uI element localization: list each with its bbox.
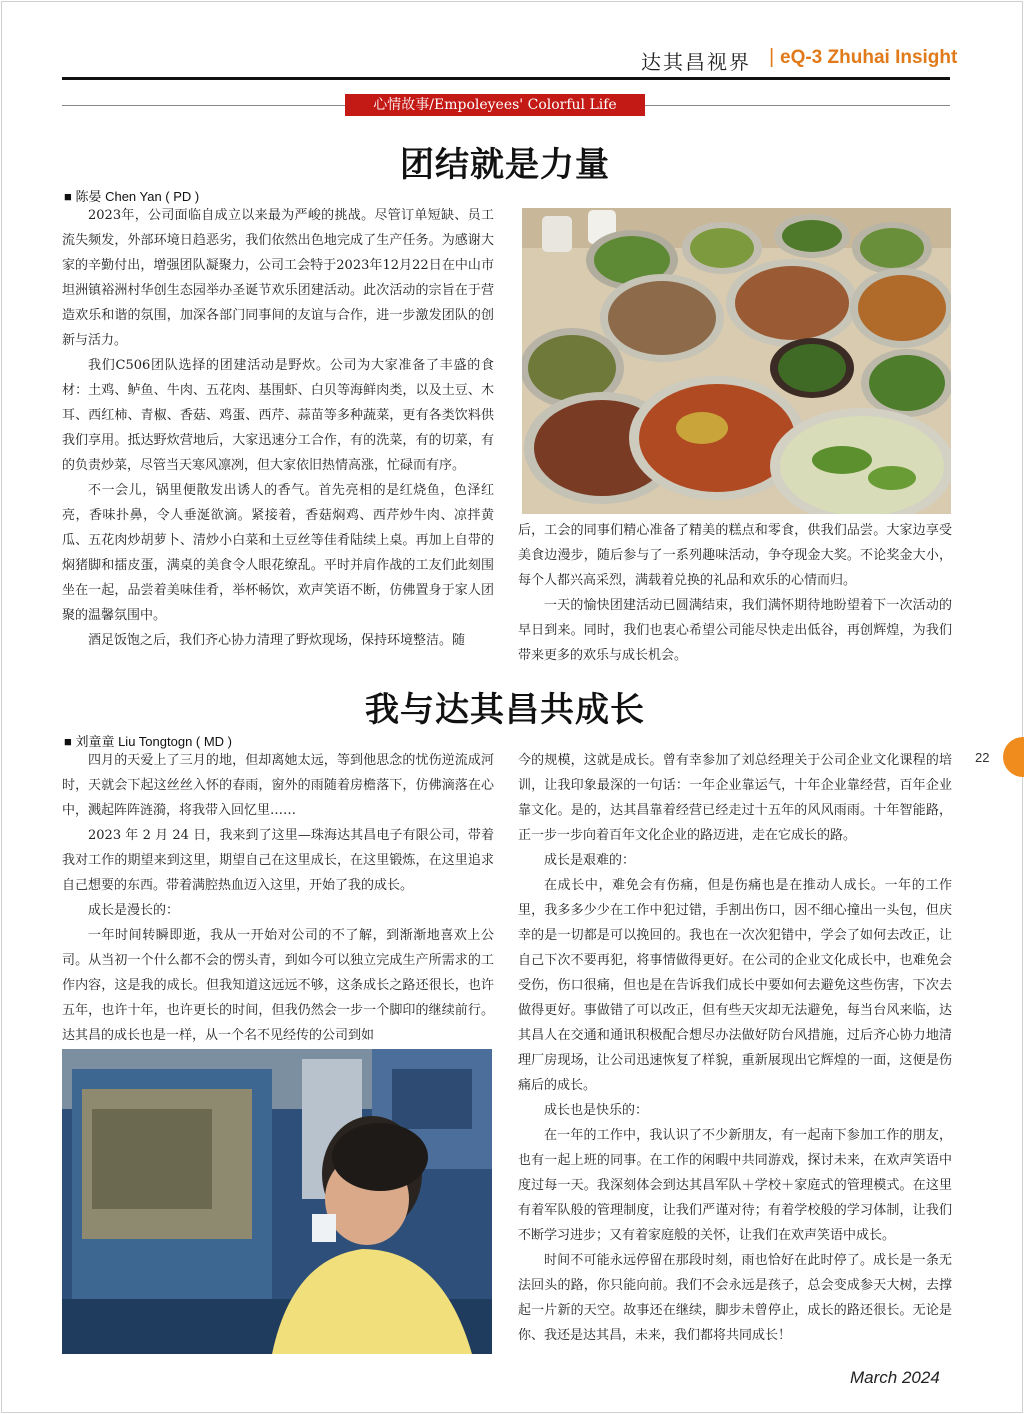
article2-factory-photo: [62, 1049, 492, 1354]
paragraph: 一天的愉快团建活动已圆满结束，我们满怀期待地盼望着下一次活动的早日到来。同时，我们也衷心希望公司能尽快走出低谷，再创辉煌，为我们带来更多的欢乐与成长机会。: [518, 598, 952, 663]
paragraph: 在成长中，难免会有伤痛，但是伤痛也是在推动人成长。一年的工作里，我多多少少在工作中犯过错，手割出伤口，因不细心撞出一头包，但庆幸的是一切都是可以挽回的。我也在一次次犯错中，学会了如何去改正，让自己下次不要再犯，将事情做得更好。在公司的企业文化成长中，也难免会受伤，伤口很痛，但也是在告诉我们成长中要如何去避免这些伤害，下次去做得更好。事做错了可以改正，但有些天灾却无法避免，每当台风来临，达其昌人在交通和通讯积极配合想尽办法做好防台风措施，过后齐心协力地清理厂房现场，让公司迅速恢复了样貌，重新展现出它辉煌的一面，这便是伤痛后的成长。: [518, 878, 952, 1093]
magazine-title-en: eQ-3 Zhuhai Insight: [780, 47, 958, 68]
header-separator: |: [769, 46, 775, 68]
paragraph: 成长是艰难的：: [544, 853, 636, 868]
paragraph: 成长是漫长的：: [88, 903, 180, 918]
section-tag: 心情故事/Empoleyees' Colorful Life: [345, 94, 645, 116]
paragraph: 一年时间转瞬即逝，我从一开始对公司的不了解，到渐渐地喜欢上公司。从当初一个什么都不会的愣头青，到如今可以独立完成生产所需求的工作内容，这是我的成长。但我知道这远远不够，这条成长之路还很长，也许五年，也许十年，也许更长的时间，但我仍然会一步一个脚印的继续前行。达其昌的成长也是一样，从一个名不见经传的公司到如: [62, 928, 494, 1043]
paragraph: 成长也是快乐的：: [544, 1103, 649, 1118]
article2-right-column: [518, 748, 952, 1348]
paragraph: 后，工会的同事们精心准备了精美的糕点和零食，供我们品尝。大家边享受美食边漫步，随后参与了一系列趣味活动，争夺现金大奖。不论奖金大小，每个人都兴高采烈，满载着兑换的礼品和欢乐的心情而归。: [518, 523, 952, 588]
article2-left-column: [62, 748, 494, 1048]
issue-date: March 2024: [850, 1368, 940, 1387]
paragraph: 今的规模，这就是成长。曾有幸参加了刘总经理关于公司企业文化课程的培训，让我印象最深的一句话：一年企业靠运气，十年企业靠经营，百年企业靠文化。是的，达其昌靠着经营已经走过十五年的风风雨雨。十年智能路，正一步一步向着百年文化企业的路迈进，走在它成长的路。: [518, 753, 952, 843]
article1-left-column: [62, 203, 494, 653]
magazine-title-cn: 达其昌视界: [641, 50, 751, 74]
article1-right-column: [518, 518, 952, 668]
paragraph: 2023 年 2 月 24 日，我来到了这里—珠海达其昌电子有限公司，带着我对工作的期望来到这里，期望自己在这里成长，在这里锻炼，在这里追求自己想要的东西。带着满腔热血迈入这里，开始了我的成长。: [62, 828, 494, 893]
article1-food-photo: [522, 208, 951, 514]
article1-title: 团结就是力量: [400, 145, 610, 185]
paragraph: 在一年的工作中，我认识了不少新朋友，有一起南下参加工作的朋友，也有一起上班的同事。在工作的闲暇中共同游戏，探讨未来，在欢声笑语中度过每一天。我深刻体会到达其昌军队＋学校＋家庭式的管理模式。在这里有着军队般的管理制度，让我们严谨对待；有着学校般的学习体制，让我们不断学习进步；又有着家庭般的关怀，让我们在欢声笑语中成长。: [518, 1128, 952, 1243]
header-rule: [62, 77, 950, 80]
article2-title: 我与达其昌共成长: [365, 690, 645, 730]
paragraph: 不一会儿，锅里便散发出诱人的香气。首先亮相的是红烧鱼，色泽红亮，香味扑鼻，令人垂涎欲滴。紧接着，香菇焖鸡、西芹炒牛肉、凉拌黄瓜、五花肉炒胡萝卜、清炒小白菜和土豆丝等佳肴陆续上桌。再加上自带的焖猪脚和擂皮蛋，满桌的美食令人眼花缭乱。平时并肩作战的工友们此刻围坐在一起，品尝着美味佳肴，举杯畅饮，欢声笑语不断，仿佛置身于家人团聚的温馨氛围中。: [62, 483, 494, 623]
paragraph: 2023年，公司面临自成立以来最为严峻的挑战。尽管订单短缺、员工流失频发，外部环境日趋恶劣，我们依然出色地完成了生产任务。为感谢大家的辛勤付出，增强团队凝聚力，公司工会特于2023年12月22日在中山市坦洲镇裕洲村华创生态园举办圣诞节欢乐团建活动。此次活动的宗旨在于营造欢乐和谐的氛围，加深各部门同事间的友谊与合作，进一步激发团队的创新与活力。: [62, 208, 494, 348]
article1-byline: ■ 陈晏 Chen Yan ( PD ): [64, 189, 200, 204]
paragraph: 四月的天爱上了三月的地，但却离她太远，等到他思念的忧伤逆流成河时，天就会下起这丝丝入怀的春雨，窗外的雨随着房檐落下，仿佛滴落在心中，溅起阵阵涟漪，将我带入回忆里……: [62, 753, 494, 818]
paragraph: 酒足饭饱之后，我们齐心协力清理了野炊现场，保持环境整洁。随: [88, 633, 466, 648]
page-number: 22: [975, 750, 990, 765]
article2-byline: ■ 刘童童 Liu Tongtogn ( MD ): [64, 734, 233, 749]
paragraph: 我们C506团队选择的团建活动是野炊。公司为大家准备了丰盛的食材：土鸡、鲈鱼、牛肉、五花肉、基围虾、白贝等海鲜肉类，以及土豆、木耳、西红柿、青椒、香菇、鸡蛋、西芹、蒜苗等多种蔬菜，更有各类饮料供我们享用。抵达野炊营地后，大家迅速分工合作，有的洗菜，有的切菜，有的负责炒菜，尽管当天寒风凛冽，但大家依旧热情高涨，忙碌而有序。: [62, 358, 494, 473]
paragraph: 时间不可能永远停留在那段时刻，雨也恰好在此时停了。成长是一条无法回头的路，你只能向前。我们不会永远是孩子，总会变成参天大树，去撑起一片新的天空。故事还在继续，脚步未曾停止，成长的路还很长。无论是你、我还是达其昌，未来，我们都将共同成长！: [518, 1253, 952, 1343]
